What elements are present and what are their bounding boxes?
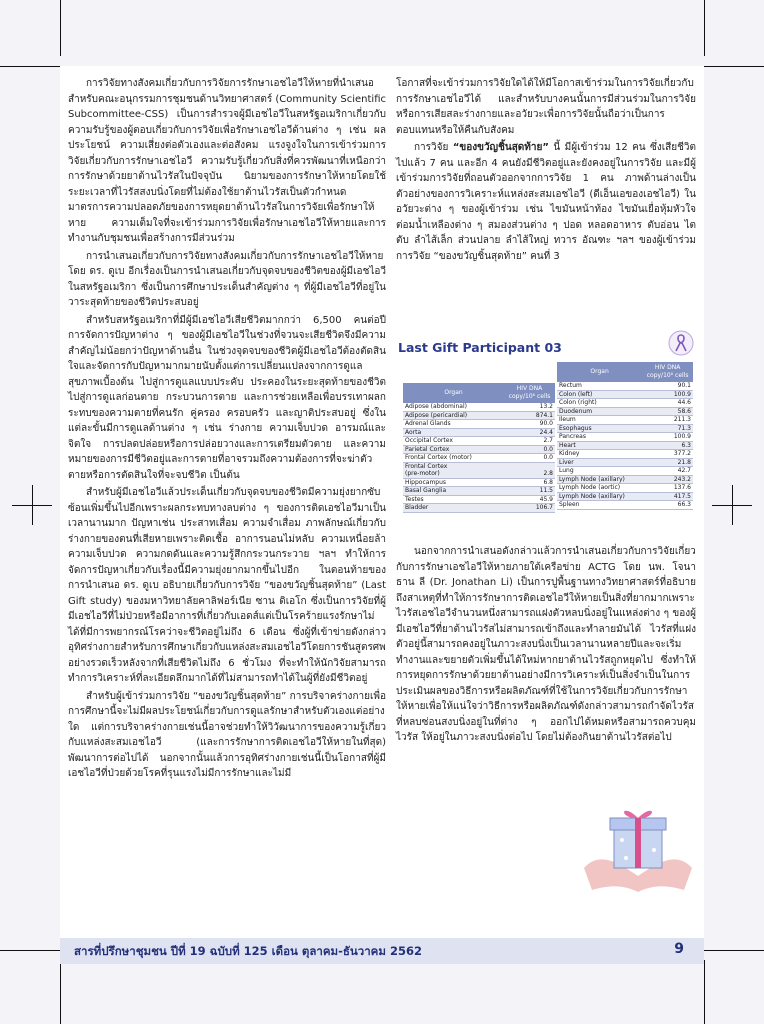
value-cell: 0.0 <box>504 454 555 463</box>
value-cell: 100.9 <box>642 390 693 399</box>
organ-cell: Colon (left) <box>557 390 642 399</box>
crop-mark <box>704 0 705 56</box>
organ-cell: Basal Ganglia <box>403 487 504 496</box>
body-paragraph: สำหรับผู้มีเอชไอวีแล้วประเด็นเกี่ยวกับจุดจบของชีวิตมีความยุ่งยากซับซ้อนเพิ่มขึ้นไปอีกเพราะผลกระทบทางลบต่าง ๆ ของการติดเอชไอวีมาเป็นเวลานานมาก ปัญหาเช่น ประสาทเสื่อม ความจำเสื่อม ภาพลักษณ์เกี่ยวกับร่างกายของตนที่เสียหายเพราะติดเชื้อ อาการนอนไม่หลับ ความเหนื่อยล้า ความเจ็บปวด ความกดดันและความรู้สึกกระวนกระวาย ฯลฯ ทำให้การจัดการปัญหาเกี่ยวกับเรื่องนี้มีความยุ่งยากมากขึ้นไปอีก ในตอนท้ายของการนำเสนอ ดร. ดูเบ อธิบายเกี่ยวกับการวิจัย “ของขวัญชิ้นสุดท้าย” (Last Gift study) ของมหาวิทยาลัยคาลิฟอร์เนีย ซาน ดิเอโก ซึ่งเป็นการวิจัยที่ผู้มีเอชไอวีที่ไม่ป่วยหรือมีอาการที่เกี่ยวกับเอดส์แต่เป็นโรคร้ายแรงรักษาไม่ได้ที่มีการพยากรณ์โรคว่าจะชีวิตอยู่ไม่ถึง 6 เดือน ซึ่งผู้ที่เข้าข่ายดังกล่าวอุทิศร่างกายสำหรับการศึกษาเกี่ยวกับแหล่งสะสมเอชไอวีโดยการชันสูตรศพอย่างรวดเร็วหลังจากที่เสียชีวิตไม่ถึง 6 ชั่วโมง ที่จะทำให้นักวิจัยสามารถทำการวิเคราะห์ที่ละเอียดลึกมากได้ที่ไม่สามารถทำได้ในผู้ที่ยังมีชีวิตอยู่ <box>68 487 386 684</box>
organ-cell: Frontal Cortex (motor) <box>403 454 504 463</box>
value-cell: 243.2 <box>642 475 693 484</box>
hiv-dna-table-left <box>403 383 555 513</box>
value-cell: 71.3 <box>642 424 693 433</box>
value-cell: 106.7 <box>504 504 555 513</box>
column-header: Organ <box>557 362 642 382</box>
organ-cell: Adipose (abdominal) <box>403 403 504 411</box>
organ-cell: Lymph Node (axillary) <box>557 475 642 484</box>
organ-cell: Adrenal Glands <box>403 420 504 429</box>
value-cell: 42.7 <box>642 467 693 476</box>
value-cell: 66.3 <box>642 501 693 510</box>
organ-cell: Lymph Node (aortic) <box>557 484 642 493</box>
organ-cell: Hippocampus <box>403 478 504 487</box>
organ-cell: (pre-motor) <box>403 470 504 478</box>
organ-cell: Testes <box>403 495 504 504</box>
value-cell: 2.7 <box>504 437 555 446</box>
organ-cell: Colon (right) <box>557 399 642 408</box>
value-cell: 90.1 <box>642 382 693 390</box>
body-paragraph: โอกาสที่จะเข้าร่วมการวิจัยใดได้ให้มีโอกาสเข้าร่วมในการวิจัยเกี่ยวกับการรักษาเอชไอวีได้ และสำหรับบางคนนั้นการมีส่วนร่วมในการวิจัย หรือการเสียสละร่างกายและอวัยวะเพื่อการวิจัยนั้นถือว่าเป็นการตอบแทนหรือให้คืนกับสังคม <box>396 78 696 136</box>
organ-cell: Occipital Cortex <box>403 437 504 446</box>
value-cell: 90.0 <box>504 420 555 429</box>
crop-mark <box>704 950 764 951</box>
organ-cell: Rectum <box>557 382 642 390</box>
organ-cell: Parietal Cortex <box>403 445 504 454</box>
organ-cell: Ileum <box>557 416 642 425</box>
crop-mark <box>0 950 60 951</box>
table-title: Last Gift Participant 03 <box>398 340 562 355</box>
aids-ribbon-badge-icon <box>668 330 694 356</box>
organ-cell: Adipose (pericardial) <box>403 411 504 420</box>
organ-cell: Aorta <box>403 428 504 437</box>
body-paragraph: นอกจากการนำเสนอดังกล่าวแล้วการนำเสนอเกี่ยวกับการวิจัยเกี่ยวกับการรักษาเอชไอวีให้หายภายใต้เครือข่าย ACTG โดย นพ. โจนาธาน ลี (Dr. Jonathan Li) เป็นการปูพื้นฐานทางวิทยาศาสตร์ที่อธิบายถึงสาเหตุที่ทำให้การรักษาการติดเอชไอวีให้หายเป็นสิ่งที่ยากมากเพราะไวรัสเอชไอวีจำนวนหนึ่งสามารถแฝงตัวหลบนิ่งอยู่ในแหล่งต่าง ๆ ของผู้มีเอชไอวีที่ยาต้านไวรัสไม่สามารถเข้าถึงและทำลายมันได้ ไวรัสที่แฝงตัวอยู่นี้สามารถคงอยู่ในภาวะสงบนิ่งเป็นเวลานานหลายปีและจะเริ่มทำงานและขยายตัวเพิ่มขึ้นได้ใหม่หากยาต้านไวรัสถูกหยุดไป ซึ่งทำให้การหยุดการรักษาด้วยยาต้านอย่างมีการวิเคราะห์เป็นสิ่งจำเป็นในการประเมินผลของวิธีการหรือผลิตภัณฑ์ที่ใช้ในการวิจัยเกี่ยวกับการรักษาให้หายเพื่อให้แน่ใจว่าวิธีการหรือผลิตภัณฑ์ดังกล่าวสามารถกำจัดไวรัสที่หลบซ่อนสงบนิ่งอยู่ในที่ต่าง ๆ ออกไปได้หมดหรือสามารถควบคุมไวรัส ให้อยู่ในภาวะสงบนิ่งต่อไป โดยไม่ต้องกินยาต้านไวรัสต่อไป <box>396 546 696 743</box>
value-cell: 6.3 <box>642 441 693 450</box>
organ-cell: Esophagus <box>557 424 642 433</box>
footer-publication: สารที่ปรึกษาชุมชน ปีที่ 19 ฉบับที่ 125 เดือน ตุลาคม-ธันวาคม 2562 <box>74 944 422 958</box>
organ-cell: Spleen <box>557 501 642 510</box>
value-cell: 2.8 <box>504 470 555 478</box>
hiv-dna-table-right <box>557 362 693 510</box>
value-cell: 137.6 <box>642 484 693 493</box>
organ-cell: Lymph Node (axillary) <box>557 492 642 501</box>
organ-cell: Liver <box>557 458 642 467</box>
organ-cell: Duodenum <box>557 407 642 416</box>
right-column <box>396 76 696 266</box>
value-cell: 377.2 <box>642 450 693 459</box>
organ-cell: Heart <box>557 441 642 450</box>
left-column <box>68 76 386 784</box>
column-header: Organ <box>403 383 504 403</box>
column-header: HIV DNA copy/10⁶ cells <box>642 362 693 382</box>
value-cell <box>504 462 555 470</box>
organ-cell: Pancreas <box>557 433 642 442</box>
value-cell: 6.8 <box>504 478 555 487</box>
body-paragraph <box>396 140 696 264</box>
value-cell: 874.1 <box>504 411 555 420</box>
organ-cell: Kidney <box>557 450 642 459</box>
column-header: HIV DNA copy/10⁶ cells <box>504 383 555 403</box>
crop-mark <box>60 960 61 1024</box>
page-footer <box>60 938 704 964</box>
crop-mark <box>32 485 33 525</box>
value-cell: 24.4 <box>504 428 555 437</box>
organ-cell: Bladder <box>403 504 504 513</box>
body-paragraph: สำหรับผู้เข้าร่วมการวิจัย “ของขวัญชิ้นสุดท้าย” การบริจาคร่างกายเพื่อการศึกษานี้จะไม่มีผลประโยชน์เกี่ยวกับการดูแลรักษาสำหรับตัวเองแต่อย่างใด แต่การบริจาคร่างกายเช่นนี้อาจช่วยทำให้วิวัฒนาการของความรู้เกี่ยวกับแหล่งสะสมเอชไอวี (และการรักษาการติดเอชไอวีให้หายในที่สุด) พัฒนาการต่อไปได้ นอกจากนั้นแล้วการอุทิศร่างกายเช่นนี้เป็นโอกาสที่ผู้มีเอชไอวีที่ป่วยด้วยโรคที่รุนแรงไม่มีการรักษาและไม่มี <box>68 690 386 779</box>
crop-mark <box>60 0 61 56</box>
crop-mark <box>732 485 733 525</box>
study-name: “ของขวัญชิ้นสุดท้าย” <box>452 142 549 153</box>
value-cell: 0.0 <box>504 445 555 454</box>
value-cell: 100.9 <box>642 433 693 442</box>
value-cell: 417.5 <box>642 492 693 501</box>
para-rest: นี้ มีผู้เข้าร่วม 12 คน ซึ่งเสียชีวิตไปแล้ว 7 คน และอีก 4 คนยังมีชีวิตอยู่และยังคงอยู่ในการวิจัย และมีผู้เข้าร่วมการวิจัยที่ถอนตัวออกจากการวิจัย 1 คน ภาพด้านล่างเป็นตัวอย่างของการวิเคราะห์แหล่งสะสมเอชไอวี (ดีเอ็นเอของเอชไอวี) ในอวัยวะต่าง ๆ ของผู้เข้าร่วม เช่น ไขมันหน้าท้อง ไขมันเยื่อหุ้มหัวใจ ต่อมน้ำเหลืองต่าง ๆ สมองส่วนต่าง ๆ ปอด หลอดอาหาร ตับอ่อน ไต ตับ ลำไส้เล็ก ส่วนปลาย ลำไส้ใหญ่ ทวาร อัณฑะ ฯลฯ ของผู้เข้าร่วมการวิจัย “ของขวัญชิ้นสุดท้าย” คนที่ 3 <box>396 142 697 262</box>
value-cell: 11.5 <box>504 487 555 496</box>
page-number: 9 <box>674 941 684 957</box>
value-cell: 58.6 <box>642 407 693 416</box>
gift-box-hands-image <box>580 780 696 900</box>
organ-cell: Lung <box>557 467 642 476</box>
right-column-lower <box>396 544 696 748</box>
para-prefix: การวิจัย <box>414 142 453 153</box>
value-cell: 21.8 <box>642 458 693 467</box>
body-paragraph: การวิจัยทางสังคมเกี่ยวกับการวิจัยการรักษาเอชไอวีให้หายที่นำเสนอสำหรับคณะอนุกรรมการชุมชนด้านวิทยาศาสตร์ (Community Scientific Subcommittee-CSS) เป็นการสำรวจผู้มีเอชไอวีในสหรัฐอเมริกาเกี่ยวกับความรับรู้ของผู้ตอบเกี่ยวกับการวิจัยเพื่อรักษาเอชไอวีด้านต่าง ๆ เช่น ผลประโยชน์ ความเสี่ยงต่อตัวเองและต่อสังคม แรงจูงใจในการเข้าร่วมการวิจัยเกี่ยวกับการรักษาเอชไอวี ความรับรู้เกี่ยวกับสิ่งที่ควรพัฒนาที่เหนือกว่าการรักษาด้วยยาต้านไวรัสในปัจจุบัน นิยามของการรักษาให้หายโดยใช้ระยะเวลาที่ไวรัสสงบนิ่งโดยที่ไม่ต้องใช้ยาต้านไวรัสเป็นตัวกำหนดมาตรการความปลอดภัยของการหยุดยาต้านไวรัสในการวิจัยเพื่อรักษาให้หาย ความเต็มใจที่จะเข้าร่วมการวิจัยเพื่อรักษาเอชไอวีให้หายและการทำงานกับชุมชนเพื่อสร้างการมีส่วนร่วม <box>68 78 386 244</box>
crop-mark <box>704 66 764 67</box>
value-cell: 13.2 <box>504 403 555 411</box>
organ-cell: Frontal Cortex <box>403 462 504 470</box>
value-cell: 44.6 <box>642 399 693 408</box>
crop-mark <box>704 960 705 1024</box>
body-paragraph: สำหรับสหรัฐอเมริกาที่มีผู้มีเอชไอวีเสียชีวิตมากกว่า 6,500 คนต่อปี การจัดการปัญหาต่าง ๆ ของผู้มีเอชไอวีในช่วงที่จวนจะเสียชีวิตจึงมีความสำคัญไม่น้อยกว่าปัญหาด้านอื่น ในช่วงจุดจบของชีวิตผู้มีเอชไอวีต้องตัดสินใจและจัดการกับปัญหามากมายนับตั้งแต่การเปลี่ยนแปลงจากการดูแลสุขภาพเบื้องต้น ไปสู่การดูแลแบบประคับ ประคองในระยะสุดท้ายของชีวิตไปสู่การดูแลก่อนตาย กระบวนการตาย และการช่วยเหลือเพื่อบรรเทาผลกระทบของความตายที่คนรัก คู่ครอง ครอบครัว และญาติประสบอยู่ ซึ่งในแต่ละขั้นมีการดูแลด้านต่าง ๆ เช่น ร่างกาย ความเจ็บปวด อารมณ์และจิตใจ การปลดปล่อยหรือการปล่อยวางและการเตรียมตัวตาย และความหมายของการมีชีวิตอยู่และการตายที่อาจรวมถึงความต้องการที่จะฆ่าตัวตายหรือการตัดสินใจที่จะจบชีวิต เป็นต้น <box>68 314 386 481</box>
value-cell: 211.3 <box>642 416 693 425</box>
body-paragraph: การนำเสนอเกี่ยวกับการวิจัยทางสังคมเกี่ยวกับการรักษาเอชไอวีให้หายโดย ดร. ดูเบ อีกเรื่องเป็นการนำเสนอเกี่ยวกับจุดจบของชีวิตของผู้มีเอชไอวีในสหรัฐอเมริกา ซึ่งเป็นการศึกษาประเด็นสำคัญต่าง ๆ ที่ผู้มีเอชไอวีที่อยู่ในวาระสุดท้ายของชีวิตประสบอยู่ <box>68 250 386 308</box>
crop-mark <box>0 66 60 67</box>
value-cell: 45.9 <box>504 495 555 504</box>
